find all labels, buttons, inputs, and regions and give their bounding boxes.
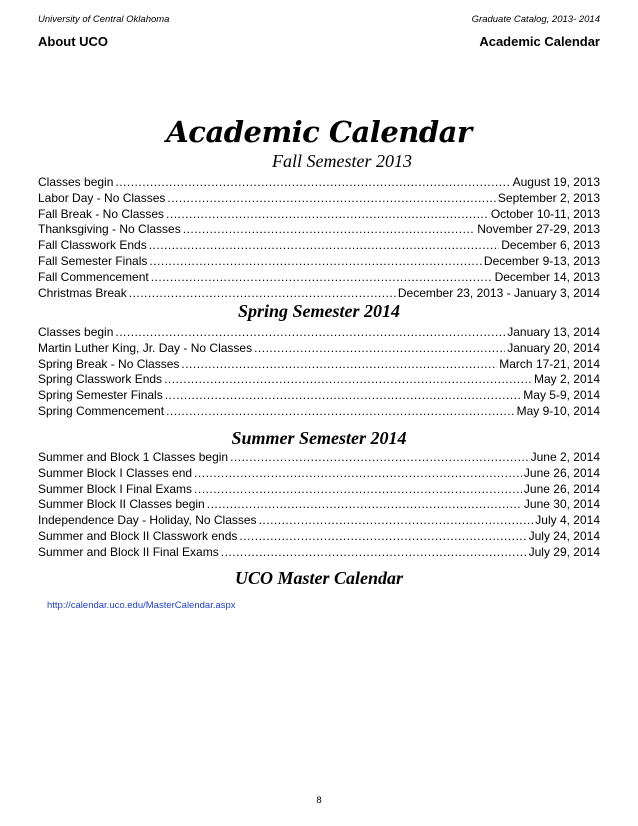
event-name: Spring Semester Finals: [38, 388, 163, 403]
event-name: Thanksgiving - No Classes: [38, 222, 181, 237]
event-name: Labor Day - No Classes: [38, 190, 166, 205]
event-date: March 17-21, 2014: [499, 356, 600, 371]
event-name: Independence Day - Holiday, No Classes: [38, 513, 257, 528]
dot-leader: [194, 482, 522, 498]
event-name: Summer and Block 1 Classes begin: [38, 450, 229, 464]
summer-event-list: [38, 450, 600, 561]
event-date: June 2, 2014: [530, 450, 600, 464]
calendar-event-row: [38, 325, 600, 341]
calendar-event-row: [38, 175, 600, 191]
dot-leader: [149, 238, 500, 254]
calendar-event-row: [38, 450, 600, 466]
spring-event-list: [38, 325, 600, 420]
running-header: [38, 14, 600, 25]
event-name: Fall Semester Finals: [38, 253, 148, 268]
event-date: June 26, 2014: [523, 465, 600, 480]
dot-leader: [149, 254, 482, 270]
event-date: June 30, 2014: [523, 497, 600, 512]
event-date: December 14, 2013: [494, 269, 600, 284]
dot-leader: [164, 372, 532, 388]
event-name: Spring Classwork Ends: [38, 372, 163, 387]
event-date: January 13, 2014: [507, 325, 600, 339]
section-header-left: About UCO: [38, 34, 109, 49]
master-calendar-heading: UCO Master Calendar: [234, 568, 404, 588]
event-date: June 26, 2014: [523, 481, 600, 496]
calendar-event-row: [38, 286, 600, 302]
calendar-event-row: [38, 341, 600, 357]
dot-leader: [115, 325, 505, 341]
dot-leader: [167, 191, 496, 207]
event-name: Summer Block I Final Exams: [38, 481, 193, 496]
dot-leader: [115, 175, 510, 191]
dot-leader: [183, 222, 476, 238]
page-title: Academic Calendar: [166, 115, 472, 149]
event-name: Classes begin: [38, 325, 114, 339]
calendar-event-row: [38, 254, 600, 270]
calendar-event-row: [38, 238, 600, 254]
calendar-event-row: [38, 545, 600, 561]
calendar-event-row: [38, 529, 600, 545]
spring-semester-heading: Spring Semester 2014: [237, 301, 401, 321]
dot-leader: [207, 497, 522, 513]
master-calendar-link[interactable]: http://calendar.uco.edu/MasterCalendar.aspx: [47, 600, 236, 611]
event-date: May 5-9, 2014: [523, 388, 600, 403]
calendar-event-row: [38, 513, 600, 529]
event-date: December 9-13, 2013: [483, 253, 600, 268]
event-date: July 29, 2014: [528, 544, 600, 559]
event-name: Summer and Block II Classwork ends: [38, 528, 238, 543]
running-header-left: University of Central Oklahoma: [38, 14, 170, 25]
dot-leader: [221, 545, 527, 561]
event-date: December 6, 2013: [501, 238, 600, 253]
dot-leader: [259, 513, 534, 529]
dot-leader: [194, 466, 522, 482]
event-date: July 24, 2014: [528, 528, 600, 543]
dot-leader: [165, 388, 522, 404]
calendar-event-row: [38, 357, 600, 373]
dot-leader: [166, 207, 489, 223]
summer-semester-heading: Summer Semester 2014: [231, 428, 407, 448]
event-date: September 2, 2013: [497, 190, 600, 205]
dot-leader: [230, 450, 529, 466]
event-name: Martin Luther King, Jr. Day - No Classes: [38, 340, 253, 355]
section-header-right: Academic Calendar: [479, 34, 600, 49]
event-date: November 27-29, 2013: [477, 222, 600, 237]
event-name: Fall Break - No Classes: [38, 206, 165, 221]
calendar-event-row: [38, 497, 600, 513]
section-header: [38, 34, 600, 49]
fall-semester-heading: Fall Semester 2013: [272, 151, 412, 171]
calendar-event-row: [38, 222, 600, 238]
event-name: Spring Break - No Classes: [38, 356, 180, 371]
event-name: Summer Block II Classes begin: [38, 497, 205, 512]
running-header-right: Graduate Catalog, 2013- 2014: [471, 14, 600, 25]
calendar-event-row: [38, 372, 600, 388]
event-date: August 19, 2013: [512, 175, 600, 189]
event-name: Summer and Block II Final Exams: [38, 544, 219, 559]
dot-leader: [239, 529, 526, 545]
event-date: May 2, 2014: [533, 372, 600, 387]
dot-leader: [254, 341, 505, 357]
calendar-event-row: [38, 270, 600, 286]
event-name: Christmas Break: [38, 285, 127, 300]
calendar-event-row: [38, 404, 600, 420]
event-date: December 23, 2013 - January 3, 2014: [397, 285, 600, 300]
event-name: Classes begin: [38, 175, 114, 189]
event-name: Summer Block I Classes end: [38, 465, 193, 480]
calendar-event-row: [38, 482, 600, 498]
event-date: July 4, 2014: [535, 513, 600, 528]
event-date: May 9-10, 2014: [516, 403, 600, 418]
dot-leader: [129, 286, 396, 302]
calendar-event-row: [38, 388, 600, 404]
calendar-event-row: [38, 207, 600, 223]
calendar-event-row: [38, 466, 600, 482]
event-date: January 20, 2014: [507, 340, 600, 355]
page-number: 8: [316, 795, 322, 806]
event-date: October 10-11, 2013: [490, 206, 600, 221]
dot-leader: [181, 357, 497, 373]
dot-leader: [166, 404, 515, 420]
event-name: Fall Commencement: [38, 269, 149, 284]
fall-event-list: [38, 175, 600, 301]
event-name: Spring Commencement: [38, 403, 165, 418]
dot-leader: [151, 270, 493, 286]
event-name: Fall Classwork Ends: [38, 238, 147, 253]
calendar-event-row: [38, 191, 600, 207]
